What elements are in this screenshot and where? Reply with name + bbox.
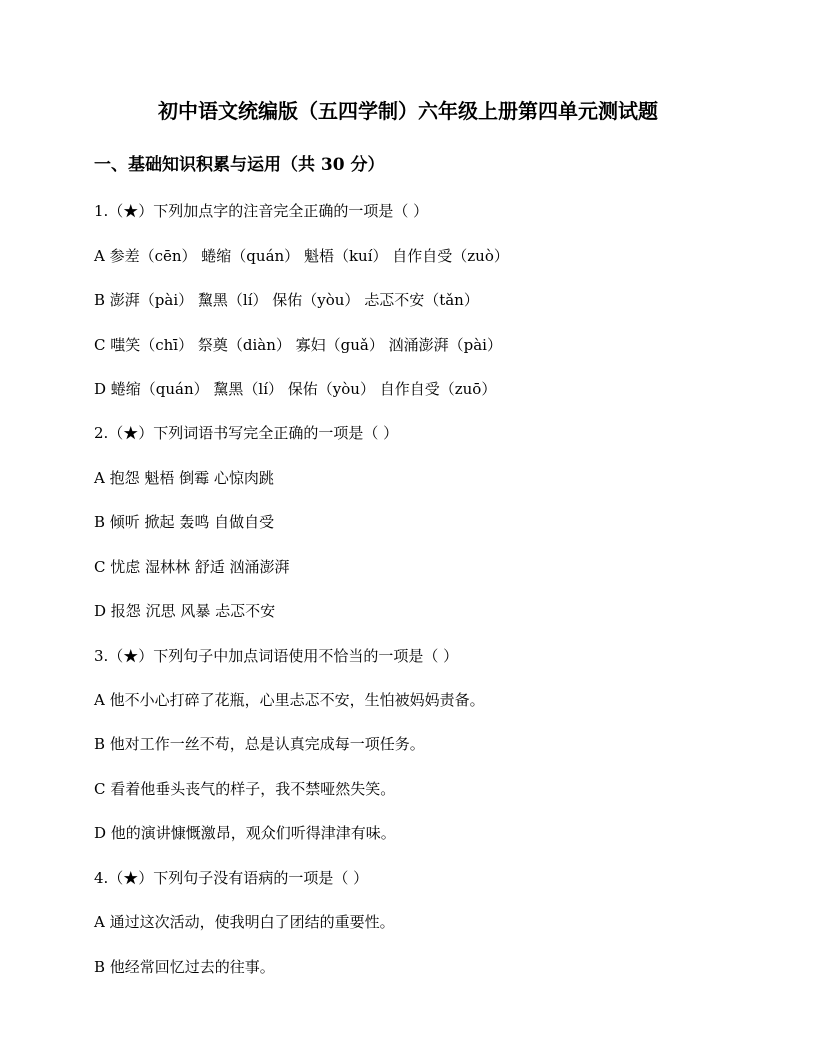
question-3-stem: 3.（★）下列句子中加点词语使用不恰当的一项是（ ） bbox=[94, 647, 459, 665]
question-2-stem: 2.（★）下列词语书写完全正确的一项是（ ） bbox=[94, 424, 399, 442]
document-title: 初中语文统编版（五四学制）六年级上册第四单元测试题 bbox=[158, 99, 658, 123]
question-1-option-d: D 蜷缩（quán） 黧黑（lí） 保佑（yòu） 自作自受（zuō） bbox=[94, 380, 497, 398]
question-3-option-c: C 看着他垂头丧气的样子，我不禁哑然失笑。 bbox=[94, 780, 396, 798]
question-3-option-d: D 他的演讲慷慨激昂，观众们听得津津有味。 bbox=[94, 824, 396, 842]
question-3-option-b: B 他对工作一丝不苟，总是认真完成每一项任务。 bbox=[94, 735, 425, 753]
question-2-option-a: A 抱怨 魁梧 倒霉 心惊肉跳 bbox=[94, 469, 274, 487]
question-1-option-c: C 嗤笑（chī） 祭奠（diàn） 寡妇（guǎ） 汹涌澎湃（pài） bbox=[94, 336, 502, 354]
section-heading: 一、基础知识积累与运用（共 30 分） bbox=[94, 155, 385, 175]
question-3-option-a: A 他不小心打碎了花瓶，心里忐忑不安，生怕被妈妈责备。 bbox=[94, 691, 485, 709]
question-2-option-d: D 报怨 沉思 风暴 忐忑不安 bbox=[94, 602, 276, 620]
question-4-stem: 4.（★）下列句子没有语病的一项是（ ） bbox=[94, 869, 369, 887]
question-2-option-b: B 倾听 掀起 轰鸣 自做自受 bbox=[94, 513, 275, 531]
question-1-option-a: A 参差（cēn） 蜷缩（quán） 魁梧（kuí） 自作自受（zuò） bbox=[94, 247, 509, 265]
question-4-option-b: B 他经常回忆过去的往事。 bbox=[94, 958, 275, 976]
question-2-option-c: C 忧虑 湿林林 舒适 汹涌澎湃 bbox=[94, 558, 290, 576]
question-1-option-b: B 澎湃（pài） 黧黑（lí） 保佑（yòu） 忐忑不安（tǎn） bbox=[94, 291, 479, 309]
question-4-option-a: A 通过这次活动，使我明白了团结的重要性。 bbox=[94, 913, 395, 931]
question-1-stem: 1.（★）下列加点字的注音完全正确的一项是（ ） bbox=[94, 202, 429, 220]
